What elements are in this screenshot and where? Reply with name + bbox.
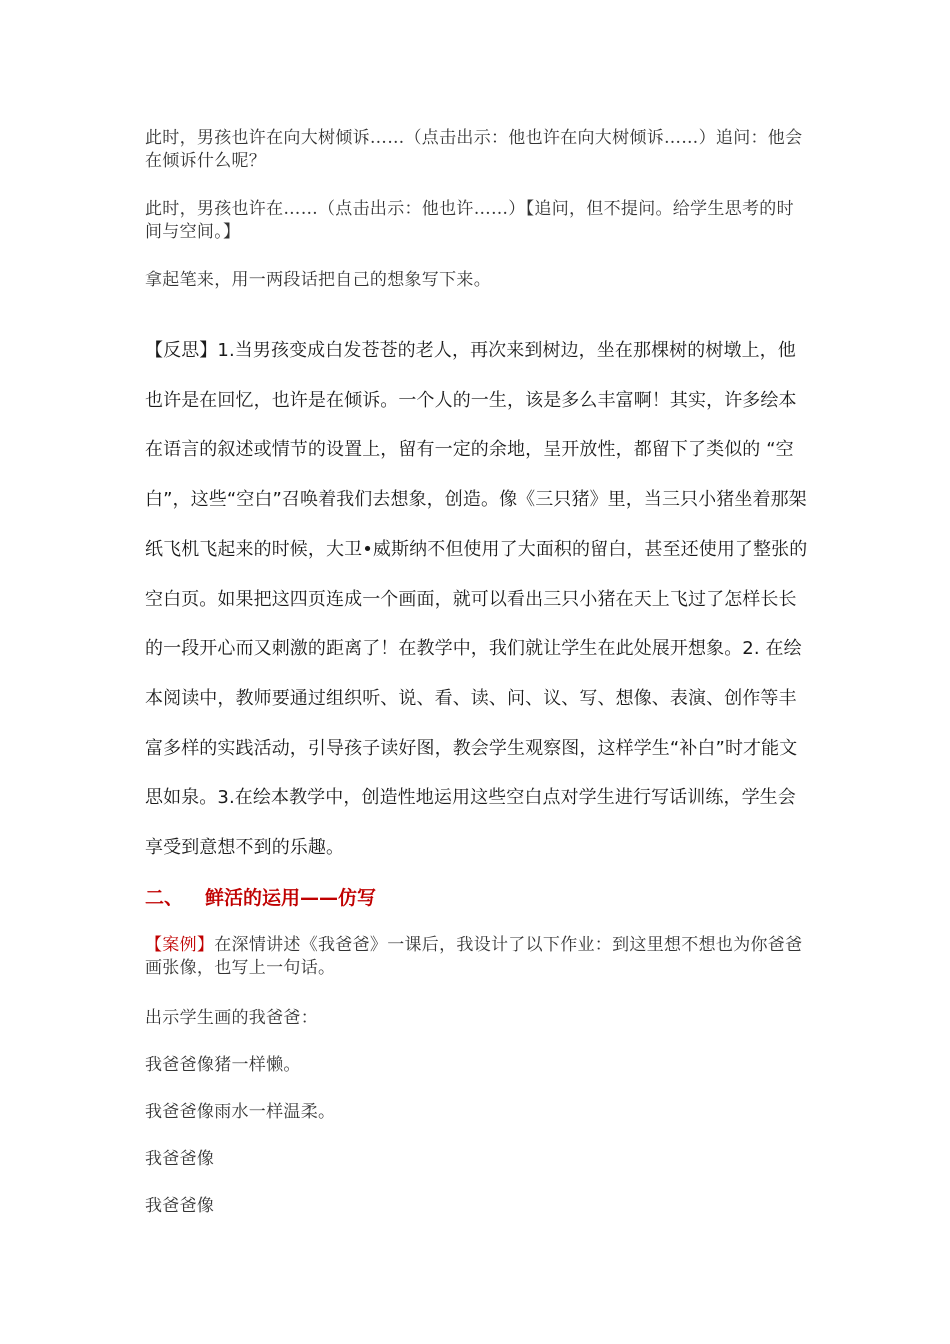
reflection-paragraph <box>145 326 813 873</box>
reflection-text: 1.当男孩变成白发苍苍的老人，再次来到树边，坐在那棵树的树墩上，他也许是在回忆，也许是在倾诉。一个人的一生，该是多么丰富啊！其实，许多绘本在语言的叙述或情节的设置上，留有一定的余地，呈开放性，都留下了类似的 “空白”，这些“空白”召唤着我们去想象，创造。像《三只猪》里，当三只小猪坐着那架纸飞机飞起来的时候，大卫•威斯纳不但使用了大面积的留白，甚至还使用了整张的空白页。如果把这四页连成一个画面，就可以看出三只小猪在天上飞过了怎样长长的一段开心而又刺激的距离了！在教学中，我们就让学生在此处展开想象。2. 在绘本阅读中，教师要通过组织听、说、看、读、问、议、写、想像、表演、创作等丰富多样的实践活动，引导孩子读好图，教会学生观察图，这样学生“补白”时才能文思如泉。3.在绘本教学中，创造性地运用这些空白点对学生进行写话训练，学生会享受到意想不到的乐趣。 <box>145 340 808 859</box>
paragraph-boy-maybe: 此时，男孩也许在……（点击出示：他也许……）【追问，但不提问。给学生思考的时间与空间。】 <box>145 199 794 242</box>
section-number: 二、 <box>145 887 184 909</box>
case-label: 【案例】 <box>145 935 215 955</box>
line-dad-blank-1: 我爸爸像 <box>145 1149 215 1169</box>
line-dad-gentle: 我爸爸像雨水一样温柔。 <box>145 1102 336 1122</box>
case-text: 在深情讲述《我爸爸》一课后，我设计了以下作业：到这里想不想也为你爸爸画张像，也写上一句话。 <box>145 935 803 978</box>
paragraph-write-imagination: 拿起笔来，用一两段话把自己的想象写下来。 <box>145 270 491 290</box>
reflection-label: 【反思】 <box>145 340 218 361</box>
line-dad-blank-2: 我爸爸像 <box>145 1196 215 1216</box>
section-title: 鲜活的运用——仿写 <box>205 887 377 909</box>
paragraph-boy-confides-tree: 此时，男孩也许在向大树倾诉……（点击出示：他也许在向大树倾诉……）追问：他会在倾诉什么呢？ <box>145 128 803 171</box>
case-paragraph <box>145 934 810 980</box>
line-dad-lazy: 我爸爸像猪一样懒。 <box>145 1055 301 1075</box>
line-show-drawing: 出示学生画的我爸爸： <box>145 1008 318 1028</box>
section-heading <box>145 884 376 912</box>
